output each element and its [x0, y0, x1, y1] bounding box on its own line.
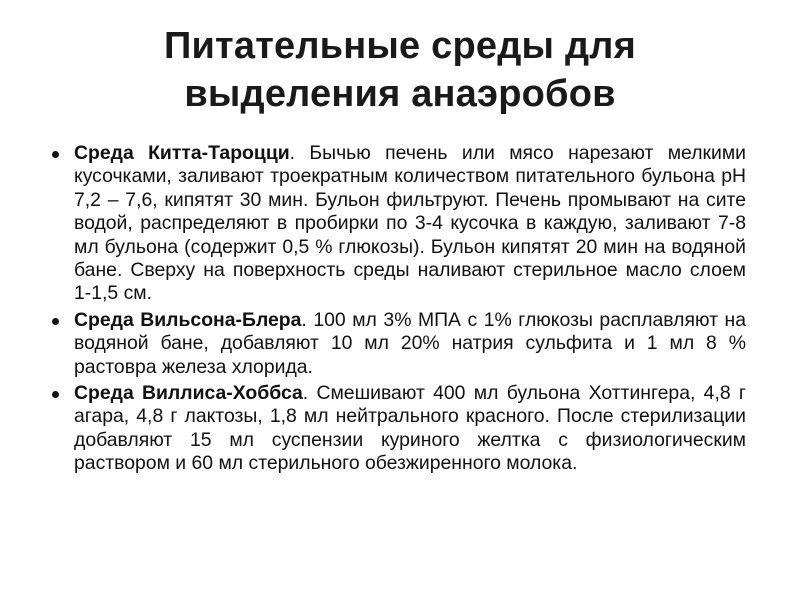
bullet-list [46, 142, 746, 476]
medium-name: Среда Виллиса-Хоббса [74, 382, 303, 405]
slide-title-line-1: Питательные среды для [163, 25, 636, 67]
medium-description: . Бычью печень или мясо нарезают мелкими кусочками, заливают троекратным количеством питательного бульона рН 7,2 – 7,6, кипятят 30 мин. Бульон фильтруют. Печень промывают на сите водой, распределяют в пробирки по 3-4 кусочка в каждую, заливают 7-8 мл бульона (содержит 0,5 % глюкозы). Бульон кипятят 20 мин на водяной бане. Сверху на поверхность среды наливают стерильное масло слоем 1-1,5 см. [74, 142, 746, 305]
bullet-item-kitta-tarozzi [46, 142, 746, 306]
medium-name: Среда Вильсона-Блера [74, 308, 302, 331]
bullet-dot-icon [52, 318, 59, 325]
bullet-dot-icon [52, 391, 59, 398]
bullet-item-wilson-blair [46, 309, 746, 379]
medium-description: . 100 мл 3% МПА с 1% глюкозы расплавляют на водяной бане, добавляют 10 мл 20% натрия сульфита и 1 мл 8 % растовра железа хлорида. [74, 308, 746, 378]
bullet-item-willis-hobbs [46, 382, 746, 476]
bullet-dot-icon [52, 151, 59, 158]
slide-title-line-2: выделения анаэробов [184, 73, 616, 115]
slide-title [40, 22, 760, 118]
medium-description: . Смешивают 400 мл бульона Хоттингера, 4,8 г агара, 4,8 г лактозы, 1,8 мл нейтрального красного. После стерилизации добавляют 15 мл суспензии куриного желтка с физиологическим раствором и 60 мл стерильного обезжиренного молока. [74, 382, 746, 475]
medium-name: Среда Китта-Тароцци [74, 142, 290, 164]
